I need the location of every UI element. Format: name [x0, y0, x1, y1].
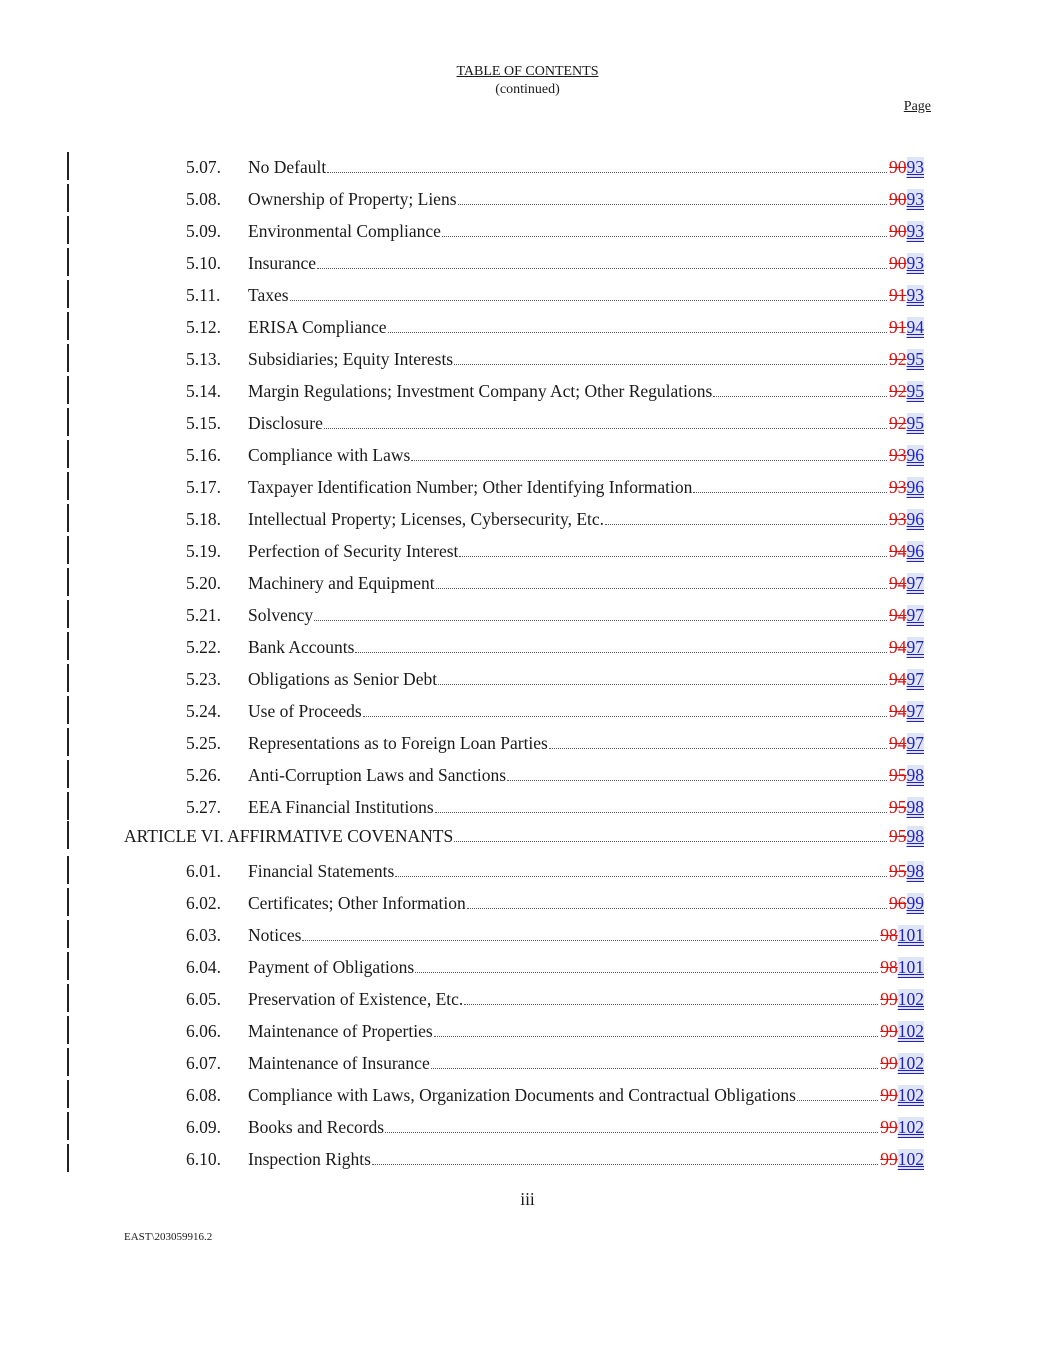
dot-leader: [549, 748, 887, 749]
page-reference[interactable]: [889, 732, 924, 754]
inserted-page-number[interactable]: 99: [906, 893, 924, 913]
page-reference[interactable]: [880, 956, 924, 978]
change-bar: [67, 248, 69, 276]
toc-entry-line: [248, 316, 924, 338]
change-bar: [67, 1048, 69, 1076]
inserted-page-number[interactable]: 96: [906, 509, 924, 529]
page-reference[interactable]: [889, 284, 924, 306]
toc-section-title: Margin Regulations; Investment Company Act; Other Regulations: [248, 381, 713, 401]
deleted-page-number: 96: [889, 893, 907, 913]
inserted-page-number[interactable]: 96: [906, 477, 924, 497]
toc-section-number: 5.13.: [186, 349, 221, 369]
deleted-page-number: 99: [880, 989, 898, 1009]
deleted-page-number: 95: [889, 861, 907, 881]
dot-leader: [395, 876, 887, 877]
toc-row[interactable]: [0, 1080, 1055, 1112]
toc-entry-line: [248, 988, 924, 1010]
toc-section-number: 5.18.: [186, 509, 221, 529]
page-reference[interactable]: [889, 412, 924, 434]
deleted-page-number: 90: [889, 253, 907, 273]
dot-leader: [713, 396, 887, 397]
dot-leader: [411, 460, 887, 461]
toc-section-number: 6.10.: [186, 1149, 221, 1169]
toc-entry-line: [124, 825, 924, 847]
change-bar: [67, 984, 69, 1012]
document-id: EAST\203059916.2: [124, 1231, 213, 1243]
dot-leader: [363, 716, 887, 717]
dot-leader: [302, 940, 878, 941]
change-bar: [67, 600, 69, 628]
toc-row[interactable]: [0, 856, 1055, 888]
deleted-page-number: 94: [889, 637, 907, 657]
toc-section-title: Inspection Rights: [248, 1149, 371, 1169]
toc-section-number: 5.24.: [186, 701, 221, 721]
deleted-page-number: 90: [889, 157, 907, 177]
page-reference[interactable]: [889, 348, 924, 370]
toc-section-title: Certificates; Other Information: [248, 893, 466, 913]
page-reference[interactable]: [889, 188, 924, 210]
toc-section-title: Intellectual Property; Licenses, Cybersecurity, Etc.: [248, 509, 605, 529]
toc-section-title: Solvency: [248, 605, 314, 625]
toc-section-title: Perfection of Security Interest: [248, 541, 459, 561]
change-bar: [67, 440, 69, 468]
toc-row[interactable]: [0, 1016, 1055, 1048]
page-reference[interactable]: [889, 860, 924, 882]
toc-section-number: 5.20.: [186, 573, 221, 593]
toc-row[interactable]: [0, 280, 1055, 312]
dot-leader: [314, 620, 887, 621]
page-reference[interactable]: [889, 572, 924, 594]
toc-entry-line: [248, 1020, 924, 1042]
deleted-page-number: 99: [880, 1117, 898, 1137]
page-reference[interactable]: [889, 316, 924, 338]
toc-entry-line: [248, 380, 924, 402]
inserted-page-number[interactable]: 94: [906, 317, 924, 337]
inserted-page-number[interactable]: 97: [906, 605, 924, 625]
toc-section-title: Compliance with Laws, Organization Documents and Contractual Obligations: [248, 1085, 796, 1105]
page-reference[interactable]: [889, 604, 924, 626]
toc-section-number: 5.10.: [186, 253, 221, 273]
change-bar: [67, 152, 69, 180]
page-reference[interactable]: [889, 825, 924, 847]
inserted-page-number[interactable]: 93: [906, 253, 924, 273]
page-reference[interactable]: [880, 1052, 924, 1074]
dot-leader: [388, 332, 887, 333]
page-reference[interactable]: [889, 540, 924, 562]
toc-section-number: 6.07.: [186, 1053, 221, 1073]
deleted-page-number: 93: [889, 477, 907, 497]
change-bar: [67, 344, 69, 372]
toc-entry-line: [248, 892, 924, 914]
inserted-page-number[interactable]: 95: [906, 413, 924, 433]
toc-section-title: Obligations as Senior Debt: [248, 669, 438, 689]
inserted-page-number[interactable]: 98: [906, 765, 924, 785]
toc-section-number: 6.04.: [186, 957, 221, 977]
change-bar: [67, 952, 69, 980]
inserted-page-number[interactable]: 102: [897, 1085, 924, 1105]
toc-entry-line: [248, 668, 924, 690]
deleted-page-number: 92: [889, 349, 907, 369]
change-bar: [67, 728, 69, 756]
toc-section-number: 5.17.: [186, 477, 221, 497]
change-bar: [67, 504, 69, 532]
dot-leader: [507, 780, 887, 781]
deleted-page-number: 99: [880, 1021, 898, 1041]
inserted-page-number[interactable]: 102: [897, 1021, 924, 1041]
change-bar: [67, 536, 69, 564]
inserted-page-number[interactable]: 98: [906, 861, 924, 881]
deleted-page-number: 90: [889, 189, 907, 209]
toc-section-title: Payment of Obligations: [248, 957, 415, 977]
toc-section-number: 5.09.: [186, 221, 221, 241]
toc-row[interactable]: [0, 728, 1055, 760]
toc-section-title: Taxpayer Identification Number; Other Identifying Information: [248, 477, 693, 497]
page-reference[interactable]: [889, 380, 924, 402]
page-column-label: Page: [903, 99, 931, 114]
inserted-page-number[interactable]: 97: [906, 637, 924, 657]
inserted-page-number[interactable]: 93: [906, 221, 924, 241]
change-bar: [67, 888, 69, 916]
dot-leader: [458, 204, 887, 205]
toc-section-title: Maintenance of Insurance: [248, 1053, 430, 1073]
change-bar: [67, 1144, 69, 1172]
toc-row[interactable]: [0, 344, 1055, 376]
toc-section-title: Maintenance of Properties: [248, 1021, 433, 1041]
page-reference[interactable]: [889, 892, 924, 914]
deleted-page-number: 93: [889, 509, 907, 529]
deleted-page-number: 90: [889, 221, 907, 241]
deleted-page-number: 91: [889, 317, 907, 337]
toc-section-number: 5.11.: [186, 285, 221, 305]
change-bar: [67, 184, 69, 212]
inserted-page-number[interactable]: 93: [906, 157, 924, 177]
change-bar: [67, 632, 69, 660]
dot-leader: [415, 972, 878, 973]
toc-entry-line: [248, 252, 924, 274]
toc-entry-line: [248, 924, 924, 946]
change-bar: [67, 792, 69, 820]
dot-leader: [454, 364, 887, 365]
toc-row[interactable]: [0, 312, 1055, 344]
inserted-page-number[interactable]: 96: [906, 541, 924, 561]
toc-section-number: 5.15.: [186, 413, 221, 433]
dot-leader: [327, 172, 887, 173]
dot-leader: [434, 1036, 879, 1037]
change-bar: [67, 568, 69, 596]
toc-section-number: 5.27.: [186, 797, 221, 817]
inserted-page-number[interactable]: 97: [906, 573, 924, 593]
dot-leader: [435, 812, 887, 813]
toc-section-title: Preservation of Existence, Etc.: [248, 989, 464, 1009]
deleted-page-number: 91: [889, 285, 907, 305]
toc-entry-line: [248, 284, 924, 306]
inserted-page-number[interactable]: 96: [906, 445, 924, 465]
toc-entry-line: [248, 1116, 924, 1138]
page-reference[interactable]: [880, 1020, 924, 1042]
inserted-page-number[interactable]: 101: [897, 957, 924, 977]
toc-row[interactable]: [0, 248, 1055, 280]
dot-leader: [693, 492, 887, 493]
toc-row[interactable]: [0, 440, 1055, 472]
page-reference[interactable]: [889, 156, 924, 178]
toc-section-title: Environmental Compliance: [248, 221, 441, 241]
page-reference[interactable]: [889, 476, 924, 498]
deleted-page-number: 93: [889, 445, 907, 465]
toc-entry-line: [248, 412, 924, 434]
dot-leader: [385, 1132, 878, 1133]
inserted-page-number[interactable]: 98: [906, 826, 924, 846]
page-reference[interactable]: [880, 1148, 924, 1170]
change-bar: [67, 280, 69, 308]
change-bar: [67, 472, 69, 500]
change-bar: [67, 1080, 69, 1108]
dot-leader: [431, 1068, 879, 1069]
toc-section-number: 5.16.: [186, 445, 221, 465]
change-bar: [67, 696, 69, 724]
dot-leader: [436, 588, 887, 589]
toc-entry-line: [248, 540, 924, 562]
footer-page-number: iii: [520, 1189, 535, 1209]
page-reference[interactable]: [889, 668, 924, 690]
toc-section-number: 6.05.: [186, 989, 221, 1009]
toc-row[interactable]: [0, 216, 1055, 248]
toc-section-number: 5.25.: [186, 733, 221, 753]
page-reference[interactable]: [880, 1084, 924, 1106]
toc-section-title: Anti-Corruption Laws and Sanctions: [248, 765, 507, 785]
change-bar: [67, 1016, 69, 1044]
inserted-page-number[interactable]: 102: [897, 989, 924, 1009]
page-reference[interactable]: [889, 636, 924, 658]
toc-row[interactable]: [0, 760, 1055, 792]
toc-section-number: 5.07.: [186, 157, 221, 177]
toc-row[interactable]: [0, 536, 1055, 568]
inserted-page-number[interactable]: 102: [897, 1117, 924, 1137]
dot-leader: [355, 652, 887, 653]
deleted-page-number: 99: [880, 1053, 898, 1073]
toc-row[interactable]: [0, 408, 1055, 440]
change-bar: [67, 408, 69, 436]
page-reference[interactable]: [889, 508, 924, 530]
toc-section-title: Insurance: [248, 253, 317, 273]
change-bar: [67, 664, 69, 692]
toc-row[interactable]: [0, 888, 1055, 920]
page-reference[interactable]: [889, 700, 924, 722]
toc-section-title: Subsidiaries; Equity Interests: [248, 349, 454, 369]
toc-row[interactable]: [0, 952, 1055, 984]
toc-section-number: 5.14.: [186, 381, 221, 401]
toc-section-title: Use of Proceeds: [248, 701, 362, 721]
toc-row[interactable]: [0, 664, 1055, 696]
toc-section-title: Disclosure: [248, 413, 323, 433]
page-reference[interactable]: [889, 252, 924, 274]
toc-section-title: Machinery and Equipment: [248, 573, 435, 593]
inserted-page-number[interactable]: 93: [906, 285, 924, 305]
dot-leader: [464, 1004, 878, 1005]
page-reference[interactable]: [880, 1116, 924, 1138]
toc-section-title: Books and Records: [248, 1117, 385, 1137]
inserted-page-number[interactable]: 102: [897, 1053, 924, 1073]
dot-leader: [459, 556, 887, 557]
toc-heading: TABLE OF CONTENTS: [456, 64, 599, 79]
dot-leader: [438, 684, 887, 685]
deleted-page-number: 94: [889, 669, 907, 689]
toc-section-number: 5.22.: [186, 637, 221, 657]
deleted-page-number: 94: [889, 605, 907, 625]
dot-leader: [454, 841, 887, 842]
inserted-page-number[interactable]: 101: [897, 925, 924, 945]
page-reference[interactable]: [889, 796, 924, 818]
deleted-page-number: 94: [889, 733, 907, 753]
deleted-page-number: 94: [889, 573, 907, 593]
inserted-page-number[interactable]: 97: [906, 701, 924, 721]
toc-section-title: No Default: [248, 157, 327, 177]
toc-entry-line: [248, 604, 924, 626]
toc-article-row[interactable]: [0, 821, 1055, 853]
toc-entry-line: [248, 572, 924, 594]
dot-leader: [797, 1100, 878, 1101]
toc-section-title: EEA Financial Institutions: [248, 797, 434, 817]
dot-leader: [467, 908, 887, 909]
toc-row[interactable]: [0, 1112, 1055, 1144]
toc-row[interactable]: [0, 792, 1055, 824]
toc-entry-line: [248, 796, 924, 818]
toc-entry-line: [248, 860, 924, 882]
toc-row[interactable]: [0, 184, 1055, 216]
inserted-page-number[interactable]: 98: [906, 797, 924, 817]
toc-section-number: 5.21.: [186, 605, 221, 625]
inserted-page-number[interactable]: 95: [906, 381, 924, 401]
dot-leader: [372, 1164, 878, 1165]
change-bar: [67, 216, 69, 244]
toc-section-number: 6.08.: [186, 1085, 221, 1105]
toc-row[interactable]: [0, 696, 1055, 728]
toc-section-number: 6.09.: [186, 1117, 221, 1137]
dot-leader: [290, 300, 887, 301]
toc-row[interactable]: [0, 152, 1055, 184]
deleted-page-number: 95: [889, 797, 907, 817]
dot-leader: [317, 268, 887, 269]
toc-entry-line: [248, 444, 924, 466]
deleted-page-number: 94: [889, 541, 907, 561]
deleted-page-number: 99: [880, 1085, 898, 1105]
inserted-page-number[interactable]: 97: [906, 669, 924, 689]
toc-section-title: Financial Statements: [248, 861, 395, 881]
inserted-page-number[interactable]: 95: [906, 349, 924, 369]
toc-entry-line: [248, 188, 924, 210]
change-bar: [67, 821, 69, 849]
dot-leader: [324, 428, 887, 429]
toc-section-title: Bank Accounts: [248, 637, 355, 657]
deleted-page-number: 98: [880, 957, 898, 977]
toc-row[interactable]: [0, 376, 1055, 408]
deleted-page-number: 99: [880, 1149, 898, 1169]
toc-row[interactable]: [0, 568, 1055, 600]
change-bar: [67, 920, 69, 948]
deleted-page-number: 92: [889, 413, 907, 433]
toc-row[interactable]: [0, 504, 1055, 536]
toc-entry-line: [248, 1052, 924, 1074]
dot-leader: [605, 524, 887, 525]
page-reference[interactable]: [889, 764, 924, 786]
toc-section-title: Taxes: [248, 285, 289, 305]
inserted-page-number[interactable]: 97: [906, 733, 924, 753]
toc-row[interactable]: [0, 632, 1055, 664]
toc-row[interactable]: [0, 1144, 1055, 1176]
toc-entry-line: [248, 156, 924, 178]
page-reference[interactable]: [880, 924, 924, 946]
deleted-page-number: 92: [889, 381, 907, 401]
change-bar: [67, 760, 69, 788]
inserted-page-number[interactable]: 102: [897, 1149, 924, 1169]
toc-entry-line: [248, 348, 924, 370]
toc-row[interactable]: [0, 920, 1055, 952]
change-bar: [67, 1112, 69, 1140]
deleted-page-number: 95: [889, 826, 907, 846]
toc-entry-line: [248, 476, 924, 498]
toc-row[interactable]: [0, 1048, 1055, 1080]
toc-section-number: 5.08.: [186, 189, 221, 209]
toc-section-number: 5.23.: [186, 669, 221, 689]
toc-section-title: Compliance with Laws: [248, 445, 411, 465]
toc-section-number: 5.12.: [186, 317, 221, 337]
toc-row[interactable]: [0, 600, 1055, 632]
toc-section-title: Representations as to Foreign Loan Parties: [248, 733, 548, 753]
toc-section-number: 6.03.: [186, 925, 221, 945]
toc-section-number: 6.02.: [186, 893, 221, 913]
deleted-page-number: 95: [889, 765, 907, 785]
toc-section-title: ERISA Compliance: [248, 317, 387, 337]
toc-entry-line: [248, 764, 924, 786]
inserted-page-number[interactable]: 93: [906, 189, 924, 209]
page-reference[interactable]: [889, 444, 924, 466]
toc-subheading: (continued): [495, 82, 560, 97]
toc-section-title: ARTICLE VI. AFFIRMATIVE COVENANTS: [124, 826, 454, 846]
toc-entry-line: [248, 1084, 924, 1106]
toc-row[interactable]: [0, 984, 1055, 1016]
change-bar: [67, 312, 69, 340]
dot-leader: [442, 236, 887, 237]
toc-section-number: 5.26.: [186, 765, 221, 785]
toc-section-number: 6.01.: [186, 861, 221, 881]
toc-entry-line: [248, 1148, 924, 1170]
page-reference[interactable]: [880, 988, 924, 1010]
page-reference[interactable]: [889, 220, 924, 242]
toc-section-title: Notices: [248, 925, 302, 945]
toc-entry-line: [248, 636, 924, 658]
toc-row[interactable]: [0, 472, 1055, 504]
deleted-page-number: 94: [889, 701, 907, 721]
change-bar: [67, 376, 69, 404]
toc-entry-line: [248, 732, 924, 754]
toc-entry-line: [248, 220, 924, 242]
toc-section-title: Ownership of Property; Liens: [248, 189, 457, 209]
toc-entry-line: [248, 956, 924, 978]
toc-section-number: 6.06.: [186, 1021, 221, 1041]
deleted-page-number: 98: [880, 925, 898, 945]
change-bar: [67, 856, 69, 884]
toc-section-number: 5.19.: [186, 541, 221, 561]
toc-entry-line: [248, 700, 924, 722]
toc-entry-line: [248, 508, 924, 530]
